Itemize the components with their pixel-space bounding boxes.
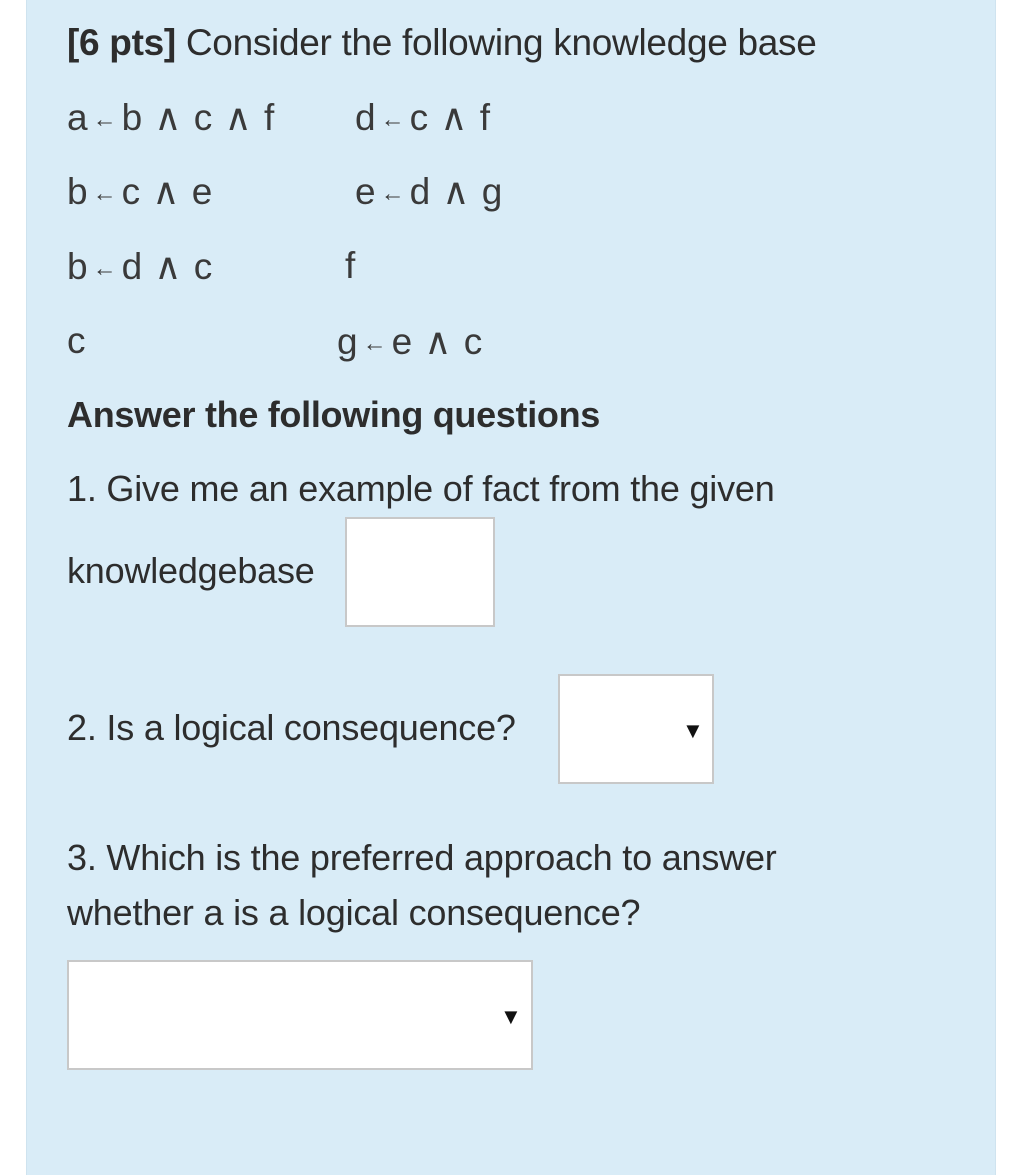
question-3-text-continued: whether a is a logical consequence?	[67, 892, 641, 933]
question-2-text: 2. Is a logical consequence?	[67, 707, 516, 748]
preferred-approach-select[interactable]	[67, 960, 533, 1070]
left-arrow-icon: ←	[362, 330, 388, 358]
rule-head: g	[337, 321, 359, 362]
rule-1	[67, 96, 275, 139]
rule-body: e ∧ c	[391, 321, 484, 362]
rule-head: b	[67, 246, 89, 287]
rule-8	[337, 320, 483, 363]
answer-heading: Answer the following questions	[67, 394, 601, 435]
rule-5	[67, 245, 213, 288]
points-label: [6 pts]	[67, 22, 176, 63]
logical-consequence-select[interactable]	[558, 674, 714, 784]
question-3-text: 3. Which is the preferred approach to answer	[67, 837, 777, 878]
fact-answer-input[interactable]	[345, 517, 495, 627]
left-arrow-icon: ←	[380, 180, 406, 208]
left-arrow-icon: ←	[92, 255, 118, 283]
left-arrow-icon: ←	[92, 106, 118, 134]
chevron-down-icon: ▼	[500, 1004, 522, 1029]
rule-head: e	[355, 171, 377, 212]
rule-7	[67, 320, 87, 362]
chevron-down-icon: ▼	[682, 718, 704, 743]
rule-4	[355, 170, 503, 213]
question-1-text-continued: knowledgebase	[67, 550, 315, 591]
rule-head: a	[67, 97, 89, 138]
rule-6	[345, 245, 356, 287]
rule-body: d ∧ c	[121, 246, 214, 287]
rule-body: c ∧ f	[409, 97, 491, 138]
rule-head: b	[67, 171, 89, 212]
rule-body: b ∧ c ∧ f	[121, 97, 276, 138]
rule-body: c ∧ e	[121, 171, 214, 212]
rule-head: f	[345, 245, 357, 286]
rule-2	[355, 96, 491, 139]
rule-3	[67, 170, 213, 213]
question-1-text: 1. Give me an example of fact from the given	[67, 468, 775, 509]
rule-head: d	[355, 97, 377, 138]
question-heading	[67, 22, 817, 64]
heading-text: Consider the following knowledge base	[175, 22, 817, 63]
rule-body: d ∧ g	[409, 171, 504, 212]
left-arrow-icon: ←	[92, 180, 118, 208]
rule-head: c	[67, 320, 87, 361]
left-arrow-icon: ←	[380, 106, 406, 134]
